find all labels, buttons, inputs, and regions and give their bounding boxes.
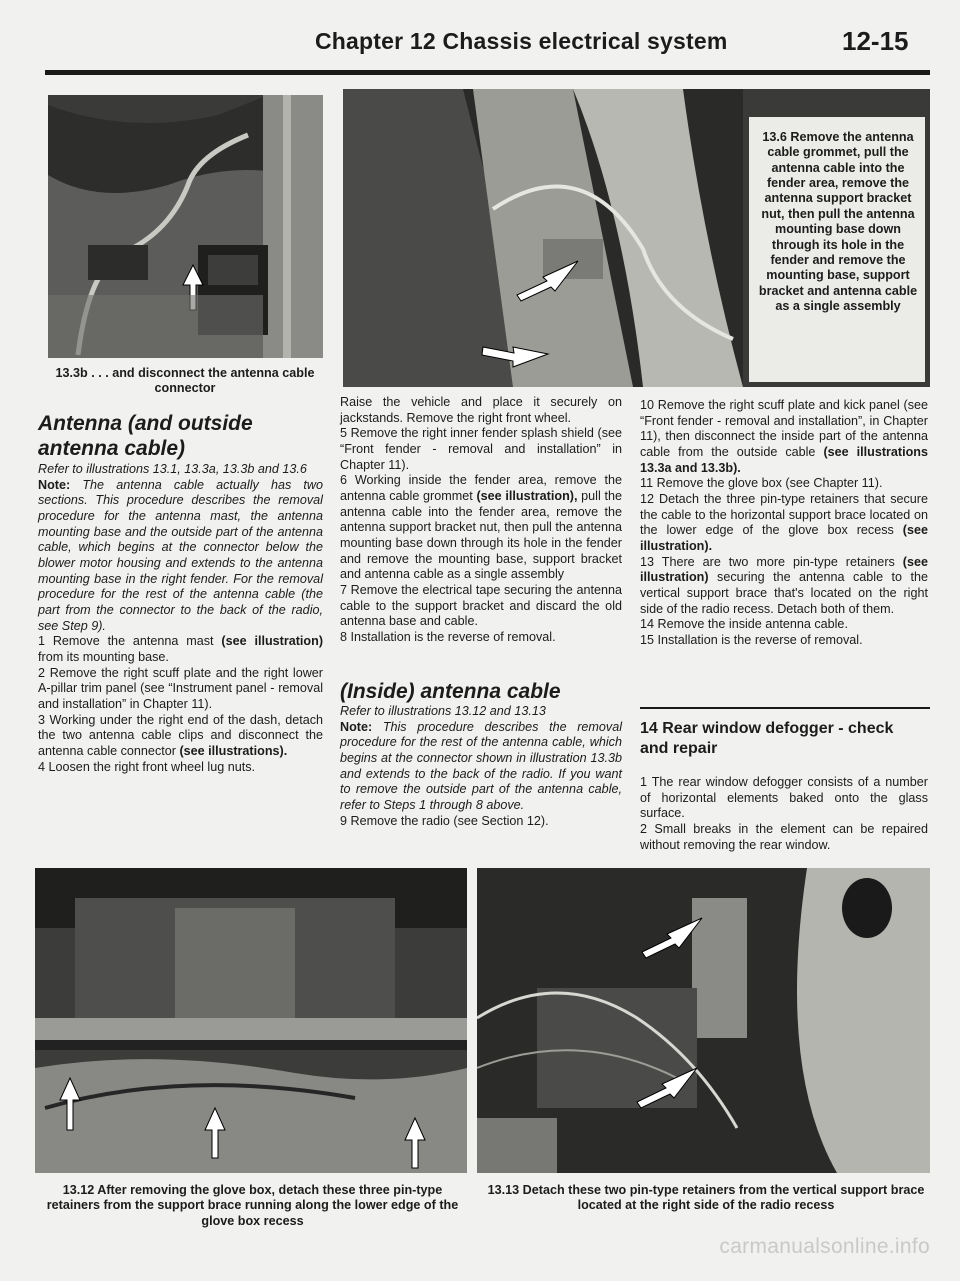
caption-13-3b: 13.3b . . . and disconnect the antenna cable connector — [55, 366, 315, 396]
step-1-bold: (see illustration) — [221, 634, 324, 649]
step-10-bold: (see illustrations 13.3a and 13.3b). — [640, 445, 928, 475]
column-3-text — [640, 398, 928, 649]
page-number: 12-15 — [842, 26, 909, 56]
column-2-text — [340, 395, 622, 646]
step-14: 14 Remove the inside antenna cable. — [640, 617, 848, 632]
step-6-bold: (see illustration), — [476, 489, 578, 504]
chapter-title: Chapter 12 Chassis electrical system — [315, 28, 728, 54]
heading-inside-antenna: (Inside) antenna cable — [340, 680, 561, 703]
step-5: 5 Remove the right inner fender splash shield (see “Front fender - removal and installation” in Chapter 11). — [340, 426, 622, 472]
step-3-bold: (see illustrations). — [179, 744, 288, 759]
step-6: 6 Working inside the fender area, remove the antenna cable grommet — [340, 473, 622, 504]
step-13-bold: (see illustration) — [640, 554, 929, 585]
step-6-end: pull the antenna cable into the fender area, remove the antenna support bracket nut, then pull the antenna mounting base down through its hole in the fender and remove the mounting base, support bracket and antenna cable as a single assembly — [340, 489, 622, 582]
step-12-bold: (see illustration). — [640, 523, 929, 554]
note-inside: This procedure describes the removal procedure for the rest of the antenna cable, which begins at the connector shown in illustration 13.3b and extends to the back of the radio. If you want to remove the outside part of the antenna cable, refer to Steps 1 through 8 above. — [340, 719, 622, 813]
step-1-end: from its mounting base. — [38, 650, 169, 665]
caption-13-12: 13.12 After removing the glove box, detach these three pin-type retainers from the support brace running along the lower edge of the glove box recess — [46, 1183, 459, 1228]
column-2-inside-text — [340, 704, 622, 829]
section-14-step-2: 2 Small breaks in the element can be repaired without removing the rear window. — [640, 822, 928, 852]
step-8: 8 Installation is the reverse of removal. — [340, 630, 556, 645]
section-14-title: 14 Rear window defogger - check and repair — [640, 720, 894, 757]
step-11: 11 Remove the glove box (see Chapter 11). — [640, 476, 883, 491]
section-14-step-1: 1 The rear window defogger consists of a number of horizontal elements baked onto the glass surface. — [640, 775, 928, 821]
watermark: carmanualsonline.info — [719, 1235, 930, 1258]
step-3: 3 Working under the right end of the dash, detach the two antenna cable clips and disconnect the antenna cable connector — [38, 712, 323, 759]
column-2-continuation: Raise the vehicle and place it securely on jackstands. Remove the right front wheel. — [340, 395, 622, 425]
caption-13-13: 13.13 Detach these two pin-type retainers from the vertical support brace located at the right side of the radio recess — [487, 1183, 925, 1213]
photo-13-12 — [35, 868, 467, 1173]
step-4: 4 Loosen the right front wheel lug nuts. — [38, 759, 256, 774]
note-antenna: The antenna cable actually has two sections. This procedure describes the removal procedure for the antenna mast, the antenna mounting base and the outside part of the antenna cable, which begins at the connector below the blower motor housing and extends to the antenna mounting base in the right fender. For the removal procedure for the rest of the antenna cable (the part from the connector to the back of the radio, see Step 9). — [38, 477, 324, 633]
caption-13-6: 13.6 Remove the antenna cable grommet, pull the antenna cable into the fender area, remove the antenna support bracket nut, then pull the antenna mounting base down through its hole in the fender and remove the mounting base, support bracket and antenna cable as a single assembly — [758, 130, 918, 313]
note-label-1: Note: — [38, 477, 71, 492]
step-10: 10 Remove the right scuff plate and kick panel (see “Front fender - removal and installation”, in Chapter 11), then disconnect the inside part of the antenna cable from the outside cable — [640, 398, 928, 460]
step-7: 7 Remove the electrical tape securing the antenna cable to the support bracket and discard the old antenna base and cable. — [340, 583, 622, 629]
step-9: 9 Remove the radio (see Section 12). — [340, 813, 549, 828]
step-12: 12 Detach the three pin-type retainers that secure the cable to the horizontal support brace located on the lower edge of the glove box recess — [640, 492, 928, 538]
refer-antenna: Refer to illustrations 13.1, 13.3a, 13.3b and 13.6 — [38, 462, 307, 476]
step-13: 13 There are two more pin-type retainers — [640, 554, 895, 569]
step-1: 1 Remove the antenna mast — [38, 634, 214, 649]
refer-inside: Refer to illustrations 13.12 and 13.13 — [340, 704, 546, 718]
photo-13-13 — [477, 868, 930, 1173]
note-label-2: Note: — [340, 719, 373, 734]
column-1-text — [38, 462, 323, 775]
section-14-text — [640, 775, 928, 853]
section-14-rule — [640, 707, 930, 709]
header-rule — [45, 70, 930, 75]
step-2: 2 Remove the right scuff plate and the right lower A-pillar trim panel (see “Instrument panel - removal and installation” in Chapter 11). — [38, 665, 323, 712]
step-13-end: securing the antenna cable to the vertical support brace that's located on the right side of the radio recess. Detach both of them. — [640, 570, 929, 616]
photo-13-3b — [48, 95, 323, 358]
heading-antenna: Antenna (and outside antenna cable) — [38, 412, 253, 460]
step-15: 15 Installation is the reverse of removal. — [640, 633, 863, 648]
